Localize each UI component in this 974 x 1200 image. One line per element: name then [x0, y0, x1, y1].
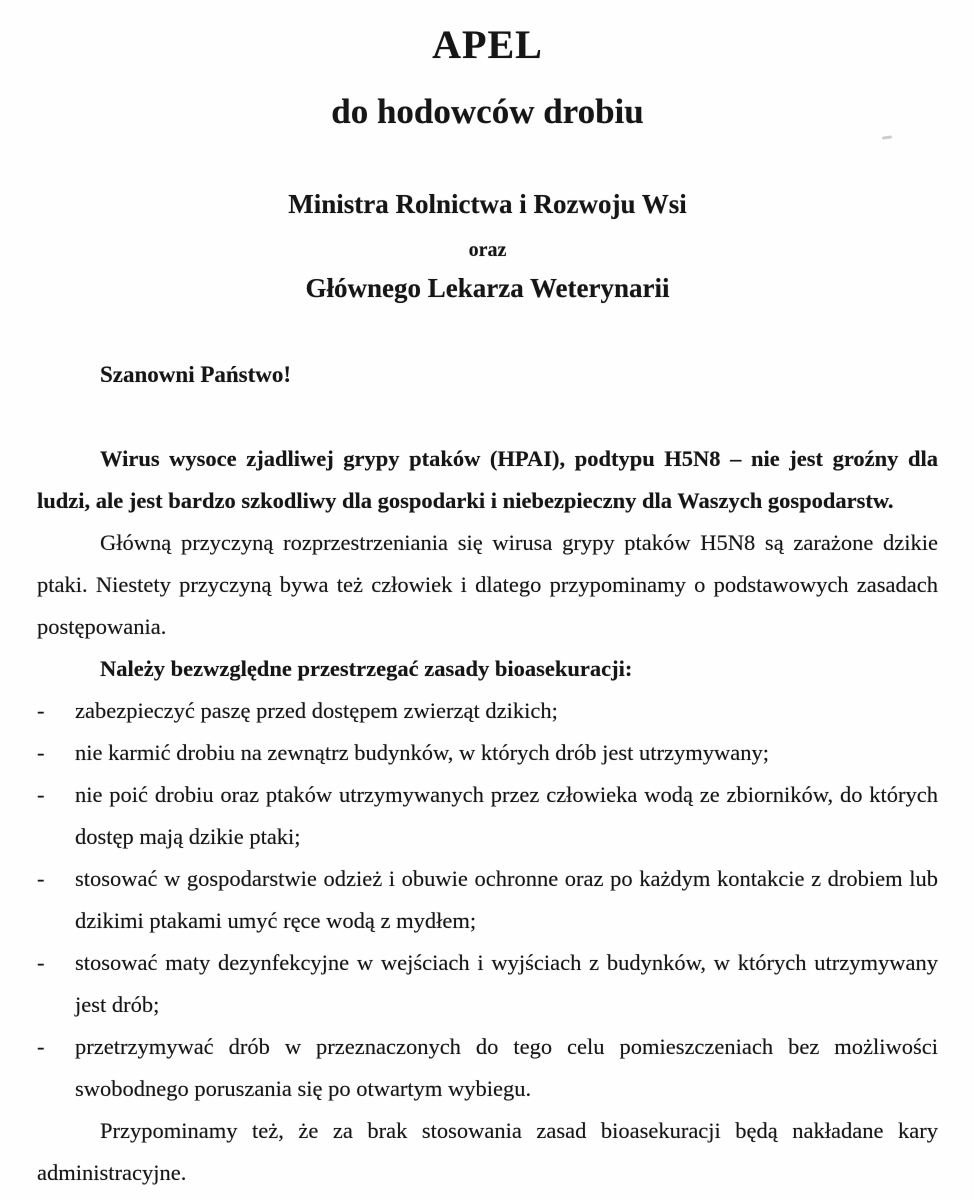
bullet-dash: -: [37, 740, 45, 765]
bullet-dash: -: [37, 1034, 45, 1059]
author-line-chief-veterinarian: Głównego Lekarza Weterynarii: [305, 273, 670, 303]
authors-conjunction: oraz: [468, 239, 507, 261]
intro-paragraph: Główną przyczyną rozprzestrzeniania się wirusa grypy ptaków H5N8 są zarażone dzikie ptaki. Niestety przyczyną bywa też człowiek i dlatego przypominamy o podstawowych zasadach postępowania.: [37, 530, 938, 639]
list-item: [37, 858, 938, 942]
biosecurity-rules-list: [37, 690, 938, 1110]
list-item: [37, 732, 938, 774]
page-title: APEL: [432, 22, 543, 67]
scan-artifact: [882, 135, 892, 139]
list-item-text: stosować w gospodarstwie odzież i obuwie ochronne oraz po każdym kontakcie z drobiem lub dzikimi ptakami umyć ręce wodą z mydłem;: [75, 866, 938, 933]
list-item: [37, 1026, 938, 1110]
authors-block: [37, 187, 938, 305]
list-item-text: stosować maty dezynfekcyjne w wejściach i wyjściach z budynków, w których utrzymywany jest drób;: [75, 950, 938, 1017]
intro-paragraph-bold: Wirus wysoce zjadliwej grypy ptaków (HPAI), podtypu H5N8 – nie jest groźny dla ludzi, ale jest bardzo szkodliwy dla gospodarki i niebezpieczny dla Waszych gospodarstw.: [37, 446, 938, 513]
list-item: [37, 690, 938, 732]
bullet-dash: -: [37, 866, 45, 891]
document-body: [37, 438, 938, 1194]
list-item-text: nie karmić drobiu na zewnątrz budynków, w których drób jest utrzymywany;: [75, 740, 769, 765]
page-subtitle: do hodowców drobiu: [331, 92, 644, 131]
salutation: Szanowni Państwo!: [100, 362, 292, 387]
list-item-text: zabezpieczyć paszę przed dostępem zwierząt dzikich;: [75, 698, 558, 723]
list-item: [37, 774, 938, 858]
list-item-text: nie poić drobiu oraz ptaków utrzymywanych przez człowieka wodą ze zbiorników, do których dostęp mają dzikie ptaki;: [75, 782, 938, 849]
rules-heading: Należy bezwzględne przestrzegać zasady bioasekuracji:: [100, 656, 633, 681]
list-item: [37, 942, 938, 1026]
list-item-text: przetrzymywać drób w przeznaczonych do tego celu pomieszczeniach bez możliwości swobodnego poruszania się po otwartym wybiegu.: [75, 1034, 938, 1101]
bullet-dash: -: [37, 950, 45, 975]
author-line-minister: Ministra Rolnictwa i Rozwoju Wsi: [288, 189, 687, 219]
bullet-dash: -: [37, 698, 45, 723]
closing-paragraph: Przypominamy też, że za brak stosowania zasad bioasekuracji będą nakładane kary administracyjne.: [37, 1118, 938, 1185]
bullet-dash: -: [37, 782, 45, 807]
